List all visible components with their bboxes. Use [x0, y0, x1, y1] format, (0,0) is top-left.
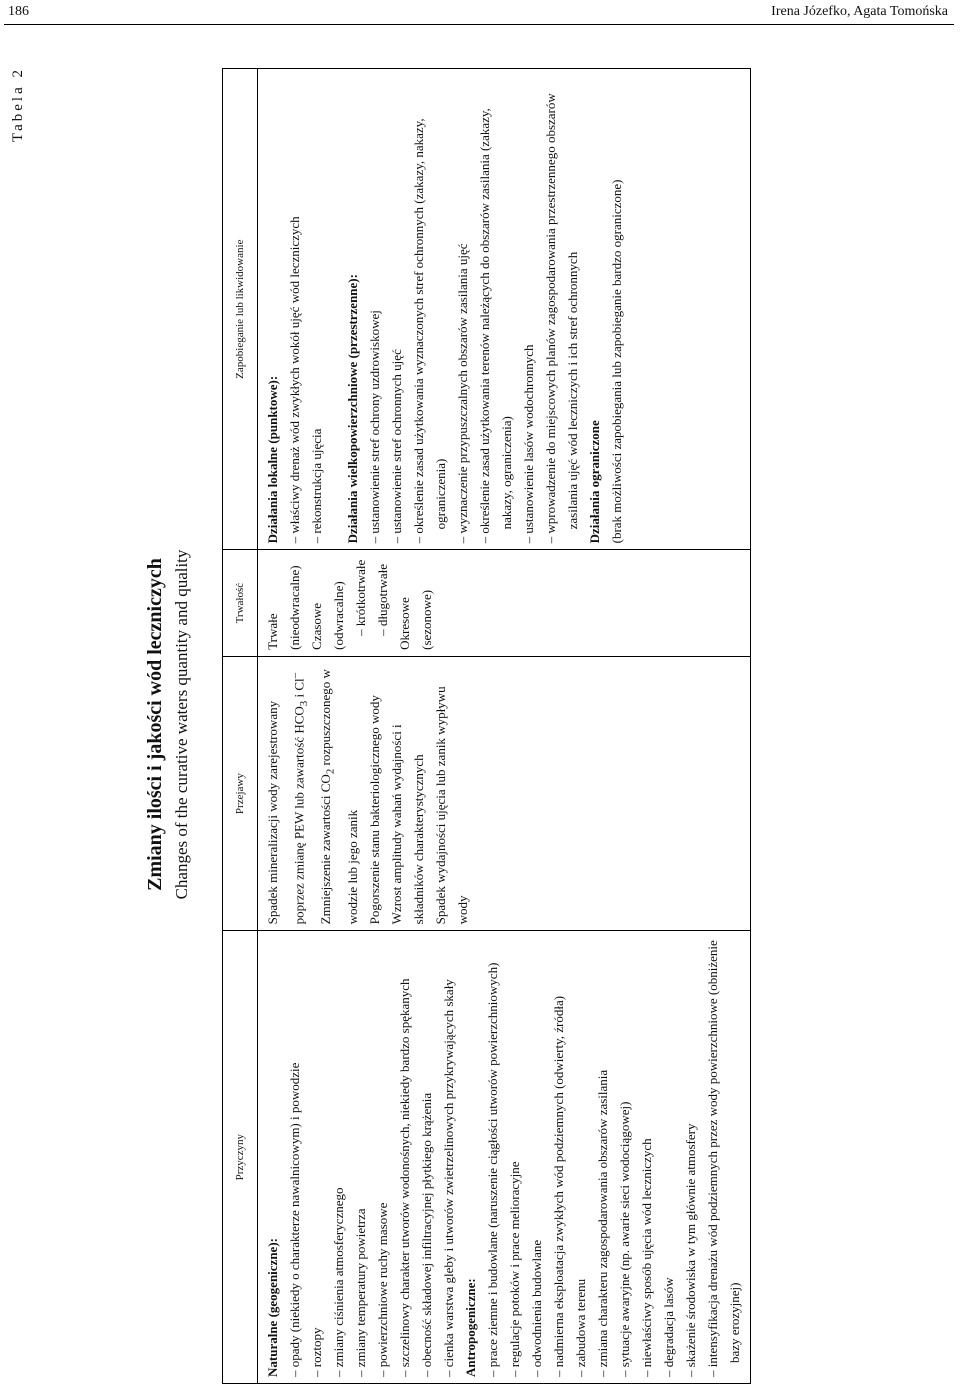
list-item: – ustanowienie stref ochronnych ujęć	[386, 75, 408, 543]
list-item: – określenie zasad użytkowania terenów należących do obszarów zasilania (zakazy, nakazy, ograniczenia)	[474, 75, 518, 543]
list-item: – regulacje potoków i prace melioracyjne	[504, 937, 526, 1377]
causes-table	[222, 68, 751, 1384]
list-item: – opady (niekiedy o charakterze nawalnicowym) i powodzie	[284, 937, 306, 1377]
table-number: Tabela 2	[10, 67, 26, 143]
list-item: – ustanowienie lasów wodochronnych	[518, 75, 540, 543]
list-item: – ustanowienie stref ochrony uzdrowiskowej	[364, 75, 386, 543]
rotated-table-page	[0, 57, 880, 1392]
spatial-actions-heading: Działania wielkopowierzchniowe (przestrzenne):	[345, 274, 360, 544]
list-item: – zmiana charakteru zagospodarowania obszarów zasilania	[592, 937, 614, 1377]
list-item: – określenie zasad użytkowania wyznaczonych stref ochronnych (zakazy, nakazy, ograniczenia)	[408, 75, 452, 543]
list-item: – intensyfikacja drenażu wód podziemnych przez wody powierzchniowe (obniżenie bazy erozyjnej)	[702, 937, 746, 1377]
list-item: – obecność składowej infiltracyjnej płytkiego krążenia	[416, 937, 438, 1377]
limited-actions-heading: Działania ograniczone	[587, 420, 602, 544]
table-title-polish: Zmiany ilości i jakości wód leczniczych	[144, 558, 166, 891]
symptom-yield-decline: Spadek wydajności ujęcia lub zanik wypływu wody	[432, 686, 470, 925]
list-item: – sytuacje awaryjne (np. awarie sieci wodociągowej)	[614, 937, 636, 1377]
list-item: – skażenie środowiska w tym głównie atmosfery	[680, 937, 702, 1377]
local-actions-heading: Działania lokalne (punktowe):	[265, 375, 280, 544]
list-item: – długotrwałe	[372, 556, 394, 650]
page-number: 186	[8, 4, 29, 19]
list-item: – zmiany ciśnienia atmosferycznego	[328, 937, 350, 1377]
symptom-co2: Zmniejszenie zawartości $CO_2$ rozpuszczonego w wodzie lub jego zanik	[317, 669, 360, 925]
list-item: – szczelinowy charakter utworów wodonośnych, niekiedy bardzo spękanych	[394, 937, 416, 1377]
page-header	[0, 0, 960, 26]
list-item: – roztopy	[306, 937, 328, 1377]
list-item: – zabudowa terenu	[570, 937, 592, 1377]
list-item: – degradacja lasów	[658, 937, 680, 1377]
prevention-cell	[258, 69, 751, 550]
list-item: – wyznaczenie przypuszczalnych obszarów zasilania ujęć	[452, 75, 474, 543]
symptom-bacteriological: Pogorszenie stanu bakteriologicznego wody	[366, 695, 382, 925]
durability-cell	[258, 550, 751, 657]
symptom-mineralization: Spadek mineralizacji wody zarejestrowany poprzez zmianę PEW lub zawartość $HCO_3$ i Cl–	[265, 672, 310, 925]
durability-seasonal: Okresowe (sezonowe)	[397, 589, 434, 650]
list-item: – właściwy drenaż wód zwykłych wokół ujęć wód leczniczych	[284, 75, 306, 543]
list-item: – krótkotrwałe	[350, 556, 372, 650]
symptoms-cell	[258, 656, 751, 930]
list-item: – wprowadzenie do miejscowych planów zagospodarowania przestrzennego obszarów zasilania ujęć wód leczniczych i ich stref ochronnych	[540, 75, 584, 543]
list-item: – cienka warstwa gleby i utworów zwietrzelinowych przykrywających skały	[438, 937, 460, 1377]
table-title-english: Changes of the curative waters quantity and quality	[172, 549, 191, 900]
limited-actions-text: (brak możliwości zapobiegania lub zapobieganie bardzo ograniczone)	[609, 179, 624, 544]
column-header-trwalosc: Trwałość	[223, 550, 258, 657]
table-header-row	[223, 69, 258, 1384]
running-head-authors: Irena Józefko, Agata Tomońska	[771, 4, 948, 19]
column-header-przejawy: Przejawy	[223, 656, 258, 930]
header-rule	[4, 24, 954, 25]
column-header-zapobieganie: Zapobieganie lub likwidowanie	[223, 69, 258, 550]
list-item: – prace ziemne i budowlane (naruszenie ciągłości utworów powierzchniowych)	[482, 937, 504, 1377]
table-body-row	[258, 69, 751, 1384]
causes-cell	[258, 931, 751, 1384]
anthropogenic-causes-heading: Antropogeniczne:	[463, 1278, 478, 1377]
list-item: – rekonstrukcja ujęcia	[306, 75, 328, 543]
symptom-amplitude: Wzrost amplitudy wahań wydajności i składników charakterystycznych	[388, 724, 426, 925]
list-item: – niewłaściwy sposób ujęcia wód leczniczych	[636, 937, 658, 1377]
durability-temporary: Czasowe (odwracalne)	[309, 581, 346, 650]
natural-causes-heading: Naturalne (geogeniczne):	[265, 1238, 280, 1377]
list-item: – nadmierna eksploatacja zwykłych wód podziemnych (odwierty, źródła)	[548, 937, 570, 1377]
durability-permanent: Trwałe (nieodwracalne)	[265, 565, 302, 650]
column-header-przyczyny: Przyczyny	[223, 931, 258, 1384]
list-item: – powierzchniowe ruchy masowe	[372, 937, 394, 1377]
list-item: – zmiany temperatury powietrza	[350, 937, 372, 1377]
list-item: – odwodnienia budowlane	[526, 937, 548, 1377]
